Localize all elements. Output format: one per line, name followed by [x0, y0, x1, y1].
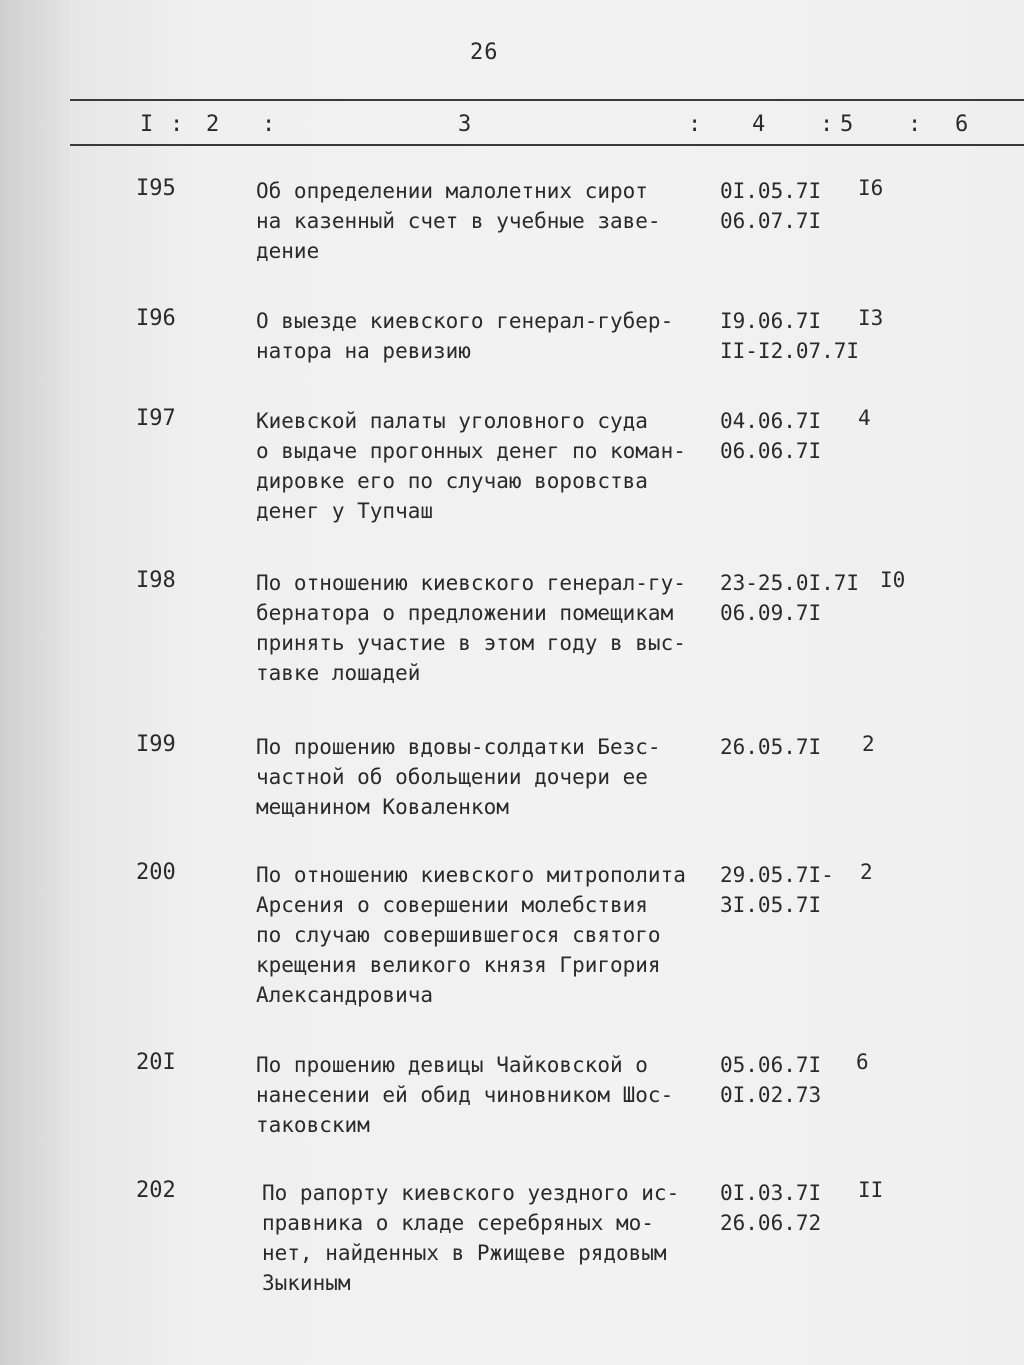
header-col-6: 6 — [955, 112, 969, 137]
entry-title: По отношению киевского митрополита Арсения о совершении молебствия по случаю совершившегося святого крещения великого князя Григория Александровича — [256, 863, 686, 1007]
entry-title: Киевской палаты уголовного суда о выдаче прогонных денег по коман- дировке его по случаю воровства денег у Тупчаш — [256, 409, 686, 523]
header-sep-3: : — [688, 112, 702, 137]
entry-number: I98 — [136, 568, 176, 593]
entry-number: I97 — [136, 406, 176, 431]
entry-dates: 23-25.0I.7I 06.09.7I — [720, 571, 860, 625]
entry-title: По рапорту киевского уездного ис- правника о кладе серебряных мо- нет, найденных в Ржищеве рядовым Зыкиным — [262, 1181, 680, 1295]
entry-number: 20I — [136, 1050, 176, 1075]
entry-dates: 29.05.7I- 3I.05.7I — [720, 863, 834, 917]
entry-number: 200 — [136, 860, 176, 885]
header-col-5: 5 — [840, 112, 854, 137]
header-col-4: 4 — [752, 112, 766, 137]
entry-sheets: II — [858, 1178, 884, 1202]
header-sep-1: : — [170, 112, 184, 137]
entry-dates: I9.06.7I II-I2.07.7I — [720, 309, 860, 363]
page-binding-shadow — [0, 0, 70, 1365]
entry-number: I95 — [136, 176, 176, 201]
entry-dates: 26.05.7I — [720, 735, 822, 759]
entry-title: О выезде киевского генерал-губер- натора на ревизию — [256, 309, 674, 363]
header-top-rule — [70, 99, 1024, 101]
entry-title: По прошению девицы Чайковской о нанесении ей обид чиновником Шос- таковским — [256, 1053, 674, 1137]
entry-dates: 05.06.7I 0I.02.73 — [720, 1053, 822, 1107]
page-number: 26 — [470, 40, 499, 65]
entry-sheets: I6 — [858, 176, 884, 200]
entry-dates: 0I.03.7I 26.06.72 — [720, 1181, 822, 1235]
header-sep-5: : — [908, 112, 922, 137]
entry-sheets: I0 — [880, 568, 906, 592]
header-col-1: I — [140, 112, 154, 137]
header-sep-2: : — [262, 112, 276, 137]
header-col-2: 2 — [206, 112, 220, 137]
entry-dates: 0I.05.7I 06.07.7I — [720, 179, 822, 233]
entry-number: I96 — [136, 306, 176, 331]
entry-sheets: 4 — [858, 406, 871, 430]
entry-number: 202 — [136, 1178, 176, 1203]
entry-title: Об определении малолетних сирот на казенный счет в учебные заве- дение — [256, 179, 661, 263]
entry-sheets: 2 — [862, 732, 875, 756]
entry-number: I99 — [136, 732, 176, 757]
entry-sheets: I3 — [858, 306, 884, 330]
entry-title: По прошению вдовы-солдатки Безс- частной об обольщении дочери ее мещанином Коваленком — [256, 735, 661, 819]
entry-sheets: 6 — [856, 1050, 869, 1074]
header-col-3: 3 — [458, 112, 472, 137]
entry-dates: 04.06.7I 06.06.7I — [720, 409, 822, 463]
entry-title: По отношению киевского генерал-гу- бернатора о предложении помещикам принять участие в этом году в выс- тавке лошадей — [256, 571, 686, 685]
header-bottom-rule — [70, 144, 1024, 146]
entry-sheets: 2 — [860, 860, 873, 884]
header-sep-4: : — [820, 112, 834, 137]
